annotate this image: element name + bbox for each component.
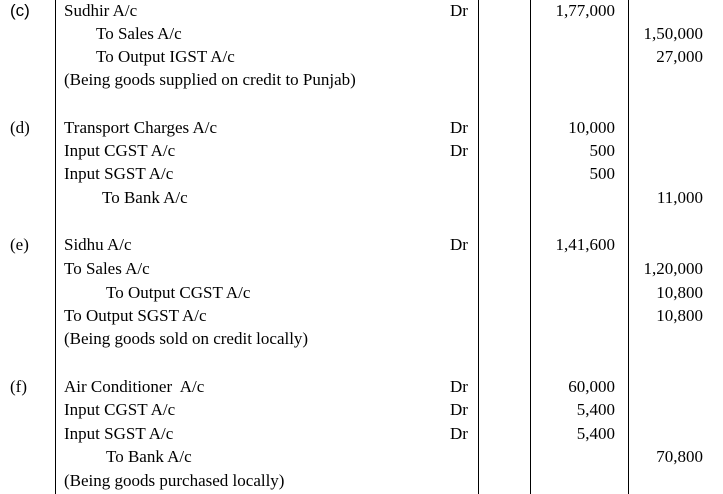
particulars-text: To Bank A/c — [106, 447, 192, 466]
particulars-text: Input SGST A/c — [64, 424, 174, 443]
narration: (Being goods supplied on credit to Punjab) — [64, 70, 356, 89]
particulars-text: Transport Charges A/c — [64, 118, 217, 137]
credit-amount: 11,000 — [656, 188, 703, 207]
column-rule-debit — [530, 0, 531, 494]
credit-amount: 27,000 — [656, 47, 703, 66]
entry-label: (c) — [10, 1, 30, 20]
particulars-text: Input CGST A/c — [64, 141, 176, 160]
debit-amount: 60,000 — [568, 377, 615, 396]
particulars-text: Sidhu A/c — [64, 235, 132, 254]
dr-marker: Dr — [450, 377, 468, 396]
narration: (Being goods purchased locally) — [64, 471, 285, 490]
debit-amount: 5,400 — [576, 424, 615, 443]
narration: (Being goods sold on credit locally) — [64, 329, 309, 348]
particulars-text: To Output IGST A/c — [96, 47, 235, 66]
particulars-text: Sudhir A/c — [64, 1, 138, 20]
entry-label: (d) — [10, 118, 30, 137]
dr-marker: Dr — [450, 1, 468, 20]
dr-marker: Dr — [450, 118, 468, 137]
debit-amount: 500 — [589, 141, 615, 160]
credit-amount: 10,800 — [656, 283, 703, 302]
particulars-text: Air Conditioner A/c — [64, 377, 205, 396]
credit-amount: 1,50,000 — [643, 24, 703, 43]
credit-amount: 70,800 — [656, 447, 703, 466]
debit-amount: 500 — [589, 164, 615, 183]
debit-amount: 5,400 — [576, 400, 615, 419]
debit-amount: 10,000 — [568, 118, 615, 137]
debit-amount: 1,41,600 — [555, 235, 615, 254]
dr-marker: Dr — [450, 235, 468, 254]
particulars-text: To Sales A/c — [96, 24, 182, 43]
particulars-text: To Sales A/c — [64, 259, 150, 278]
column-rule-label — [55, 0, 56, 494]
particulars-text: To Output SGST A/c — [64, 306, 207, 325]
column-rule-credit — [628, 0, 629, 494]
dr-marker: Dr — [450, 141, 468, 160]
entry-label: (f) — [10, 377, 27, 396]
particulars-text: To Output CGST A/c — [106, 283, 251, 302]
column-rule-particulars — [478, 0, 479, 494]
credit-amount: 1,20,000 — [643, 259, 703, 278]
particulars-text: Input SGST A/c — [64, 164, 174, 183]
dr-marker: Dr — [450, 424, 468, 443]
credit-amount: 10,800 — [656, 306, 703, 325]
debit-amount: 1,77,000 — [555, 1, 615, 20]
dr-marker: Dr — [450, 400, 468, 419]
entry-label: (e) — [10, 235, 29, 254]
particulars-text: Input CGST A/c — [64, 400, 176, 419]
particulars-text: To Bank A/c — [102, 188, 188, 207]
